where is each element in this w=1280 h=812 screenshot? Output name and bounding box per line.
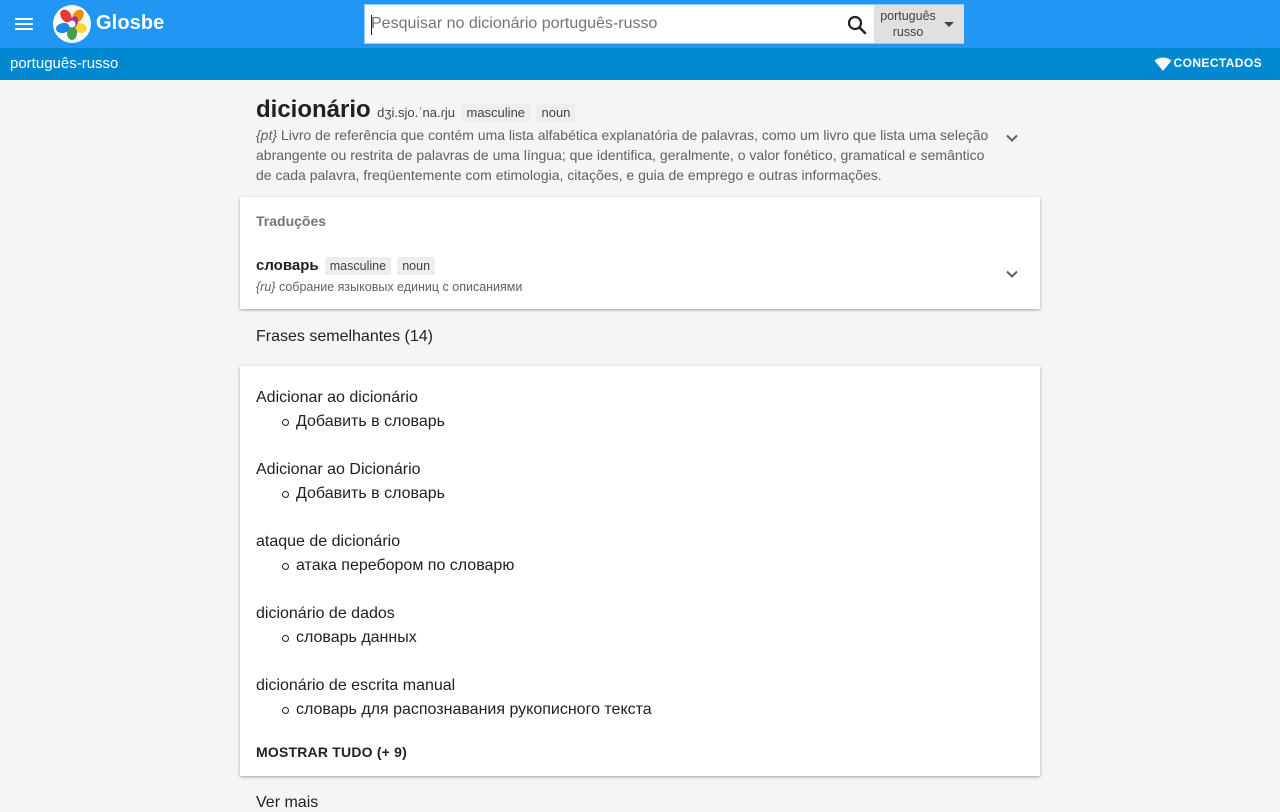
menu-icon[interactable] bbox=[12, 12, 36, 36]
list-item bbox=[256, 604, 1016, 648]
entry-definition bbox=[256, 125, 996, 185]
chevron-down-icon[interactable] bbox=[1004, 130, 1020, 146]
phrase-translation[interactable]: Добавить в словарь bbox=[256, 484, 1016, 504]
definition-text: собрание языковых единиц с описаниями bbox=[275, 280, 523, 294]
list-item bbox=[256, 388, 1016, 432]
phrase-translation[interactable]: словарь данных bbox=[256, 628, 1016, 648]
dropdown-arrow-icon bbox=[944, 22, 954, 27]
phrase-source[interactable]: dicionário de dados bbox=[256, 605, 395, 622]
translation-word: словарь bbox=[256, 257, 319, 274]
show-all-button[interactable]: MOSTRAR TUDO (+ 9) bbox=[256, 744, 407, 760]
search-input[interactable] bbox=[371, 8, 839, 40]
list-item bbox=[256, 676, 1016, 720]
definition-text: Livro de referência que contém uma lista alfabética explanatória de palavras, como um livro que lista uma seleção abrangente ou restrita de palavras de uma língua; que identifica, geralmente, o valor fonético, gramatical e semântico de cada palavra, freqüentemente com etimologia, citações, e guia de emprego e outras informações. bbox=[256, 127, 989, 183]
phrase-source[interactable]: Adicionar ao Dicionário bbox=[256, 461, 421, 478]
phrase-translation[interactable]: атака перебором по словарю bbox=[256, 556, 1016, 576]
phrase-source[interactable]: dicionário de escrita manual bbox=[256, 677, 456, 694]
chevron-down-icon[interactable] bbox=[1004, 266, 1020, 282]
definition-language: {pt} bbox=[256, 127, 278, 143]
top-app-bar bbox=[0, 0, 1280, 48]
phrase-translation[interactable]: словарь для распознавания рукописного текста bbox=[256, 700, 1016, 720]
text-cursor bbox=[371, 15, 372, 35]
phrase-source[interactable]: ataque de dicionário bbox=[256, 533, 401, 550]
definition-language: {ru} bbox=[256, 280, 276, 294]
headword: dicionário bbox=[256, 96, 371, 123]
search-icon[interactable] bbox=[845, 13, 869, 37]
target-language-label: russo bbox=[892, 25, 924, 39]
wifi-icon bbox=[1154, 57, 1172, 71]
glosbe-logo-icon[interactable] bbox=[53, 5, 91, 43]
list-item bbox=[256, 460, 1016, 504]
language-pair-link[interactable]: português-russo bbox=[10, 55, 119, 72]
phrase-source[interactable]: Adicionar ao dicionário bbox=[256, 389, 418, 406]
similar-phrases-title: Frases semelhantes (14) bbox=[256, 328, 433, 345]
pronunciation: dʒi.sjo.ˈna.ɾju bbox=[377, 105, 456, 120]
translations-card bbox=[240, 197, 1040, 309]
pos-tag: noun bbox=[536, 104, 575, 122]
language-pair-bar bbox=[0, 48, 1280, 80]
list-item bbox=[256, 532, 1016, 576]
brand-name[interactable]: Glosbe bbox=[96, 12, 165, 34]
source-language-label: português bbox=[880, 9, 936, 23]
connection-status[interactable]: CONECTADOS bbox=[1173, 56, 1262, 70]
language-pair-select[interactable] bbox=[874, 5, 964, 43]
entry-header bbox=[256, 96, 1036, 124]
search-box bbox=[364, 4, 964, 44]
translations-title: Traduções bbox=[256, 213, 327, 229]
translation-definition bbox=[256, 280, 522, 294]
pos-tag: noun bbox=[397, 257, 435, 275]
translation-item[interactable] bbox=[256, 257, 435, 275]
similar-phrases-card bbox=[240, 366, 1040, 776]
phrase-translation[interactable]: Добавить в словарь bbox=[256, 412, 1016, 432]
next-section-title: Ver mais bbox=[256, 794, 319, 811]
gender-tag: masculine bbox=[325, 257, 391, 275]
gender-tag: masculine bbox=[462, 104, 531, 122]
